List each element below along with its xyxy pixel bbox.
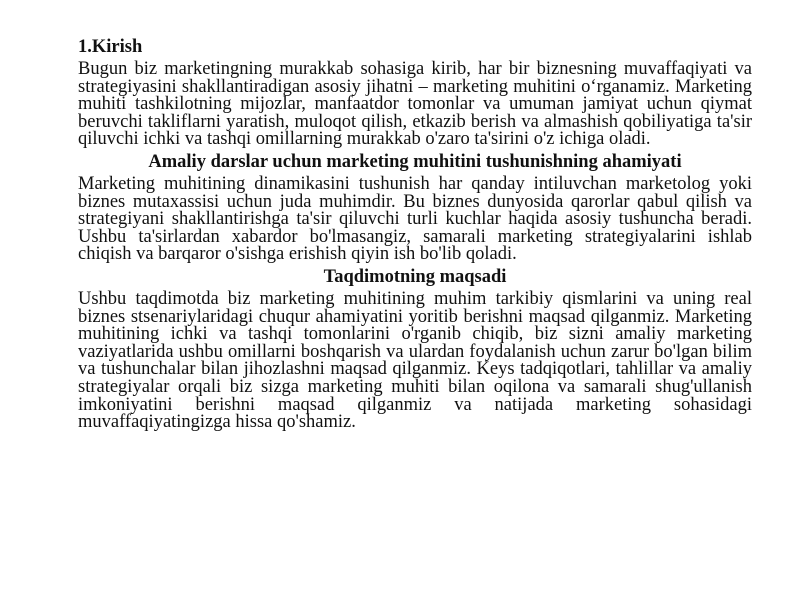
importance-heading: Amaliy darslar uchun marketing muhitini tushunishning ahamiyati — [148, 151, 682, 172]
intro-paragraph: Bugun biz marketingning murakkab sohasiga kirib, har bir biznesning muvaffaqiyati va strategiyasini shakllantiradigan asosiy jihatni – marketing muhitini o‘rganamiz. Marketing muhiti tashkilotning mijozlar, manfaatdor tomonlar va umuman jamiyat uchun qiymat beruvchi takliflarni yaratish, muloqot qilish, etkazib berish va almashish qobiliyatiga ta'sir qiluvchi ichki va tashqi omillarning murakkab o'zaro ta'sirini o'z ichiga oladi. — [78, 59, 752, 150]
importance-paragraph: Marketing muhitining dinamikasini tushunish har qanday intiluvchan marketolog yoki biznes mutaxassisi uchun juda muhimdir. Bu biznes dunyosida qarorlar qabul qilish va strategiyani shakllantirishga ta'sir qiluvchi turli kuchlar haqida asosiy tushuncha beradi. Ushbu ta'sirlardan xabardor bo'lmasangiz, samarali marketing strategiyalarini ishlab chiqish va barqaror o'sishga erishish qiyin ish bo'lib qoladi. — [78, 173, 752, 265]
intro-heading: 1.Kirish — [78, 37, 143, 57]
purpose-heading: Taqdimotning maqsadi — [323, 266, 507, 287]
document-page — [78, 36, 752, 432]
purpose-paragraph: Ushbu taqdimotda biz marketing muhitining muhim tarkibiy qismlarini va uning real biznes stsenariylaridagi chuqur ahamiyatini yoritib berishni maqsad qilganmiz. Marketing muhitining ichki va tashqi tomonlarini o'rganib chiqib, biz sizni amaliy marketing vaziyatlarida ushbu omillarni boshqarish va ulardan foydalanish uchun zarur bo'lgan bilim va tushunchalar bilan jihozlashni maqsad qilganmiz. Keys tadqiqotlari, tahlillar va amaliy strategiyalar orqali biz sizga marketing muhiti bilan oqilona va samarali shug'ullanish imkoniyatini berishni maqsad qilganmiz va natijada marketing sohasidagi muvaffaqiyatingizga hissa qo'shamiz. — [78, 288, 752, 433]
